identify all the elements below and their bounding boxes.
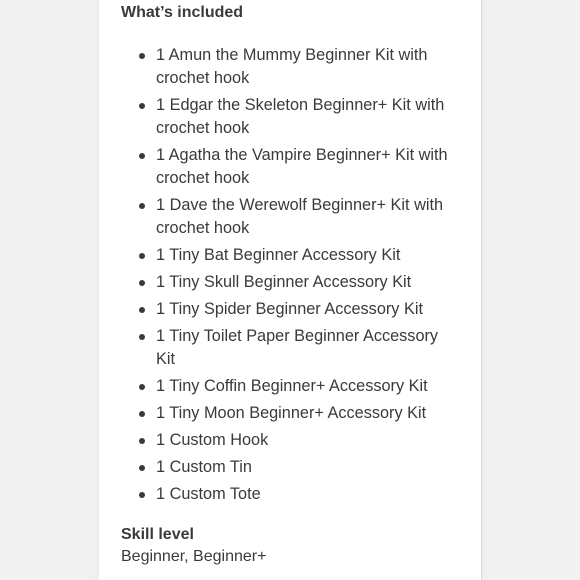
- bullet-icon: [139, 153, 145, 159]
- bullet-icon: [139, 253, 145, 259]
- list-item: [99, 194, 481, 240]
- list-item-text: 1 Tiny Skull Beginner Accessory Kit: [156, 273, 412, 291]
- skill-level-value: Beginner, Beginner+: [121, 548, 267, 565]
- bullet-icon: [139, 203, 145, 209]
- list-item: [99, 429, 481, 452]
- bullet-icon: [139, 334, 145, 340]
- list-item: [99, 94, 481, 140]
- bullet-icon: [139, 53, 145, 59]
- list-item-text: 1 Tiny Coffin Beginner+ Accessory Kit: [156, 377, 428, 395]
- list-item: [99, 483, 481, 506]
- bullet-icon: [139, 307, 145, 313]
- list-item: [99, 375, 481, 398]
- bullet-icon: [139, 492, 145, 498]
- list-item-text: 1 Tiny Toilet Paper Beginner Accessory Kit: [156, 327, 439, 368]
- list-item: [99, 325, 481, 371]
- list-item-text: 1 Custom Tote: [156, 485, 261, 503]
- list-item: [99, 298, 481, 321]
- bullet-icon: [139, 384, 145, 390]
- bullet-icon: [139, 438, 145, 444]
- list-item-text: 1 Amun the Mummy Beginner Kit with crochet hook: [156, 46, 428, 87]
- bullet-icon: [139, 280, 145, 286]
- list-item-text: 1 Tiny Bat Beginner Accessory Kit: [156, 246, 401, 264]
- bullet-icon: [139, 411, 145, 417]
- list-item: [99, 144, 481, 190]
- list-item: [99, 244, 481, 267]
- bullet-icon: [139, 103, 145, 109]
- list-item-text: 1 Edgar the Skeleton Beginner+ Kit with crochet hook: [156, 96, 445, 137]
- list-item: [99, 44, 481, 90]
- whats-included-heading: What’s included: [121, 4, 244, 21]
- list-item: [99, 271, 481, 294]
- product-details-panel: [99, 0, 481, 580]
- list-item-text: 1 Dave the Werewolf Beginner+ Kit with crochet hook: [156, 196, 444, 237]
- list-item-text: 1 Tiny Spider Beginner Accessory Kit: [156, 300, 423, 318]
- list-item: [99, 402, 481, 425]
- list-item-text: 1 Tiny Moon Beginner+ Accessory Kit: [156, 404, 427, 422]
- panel-edge-divider: [481, 0, 482, 580]
- list-item-text: 1 Custom Tin: [156, 458, 252, 476]
- bullet-icon: [139, 465, 145, 471]
- list-item: [99, 456, 481, 479]
- skill-level-heading: Skill level: [121, 526, 194, 543]
- list-item-text: 1 Custom Hook: [156, 431, 269, 449]
- list-item-text: 1 Agatha the Vampire Beginner+ Kit with crochet hook: [156, 146, 448, 187]
- included-items-list: [99, 44, 481, 510]
